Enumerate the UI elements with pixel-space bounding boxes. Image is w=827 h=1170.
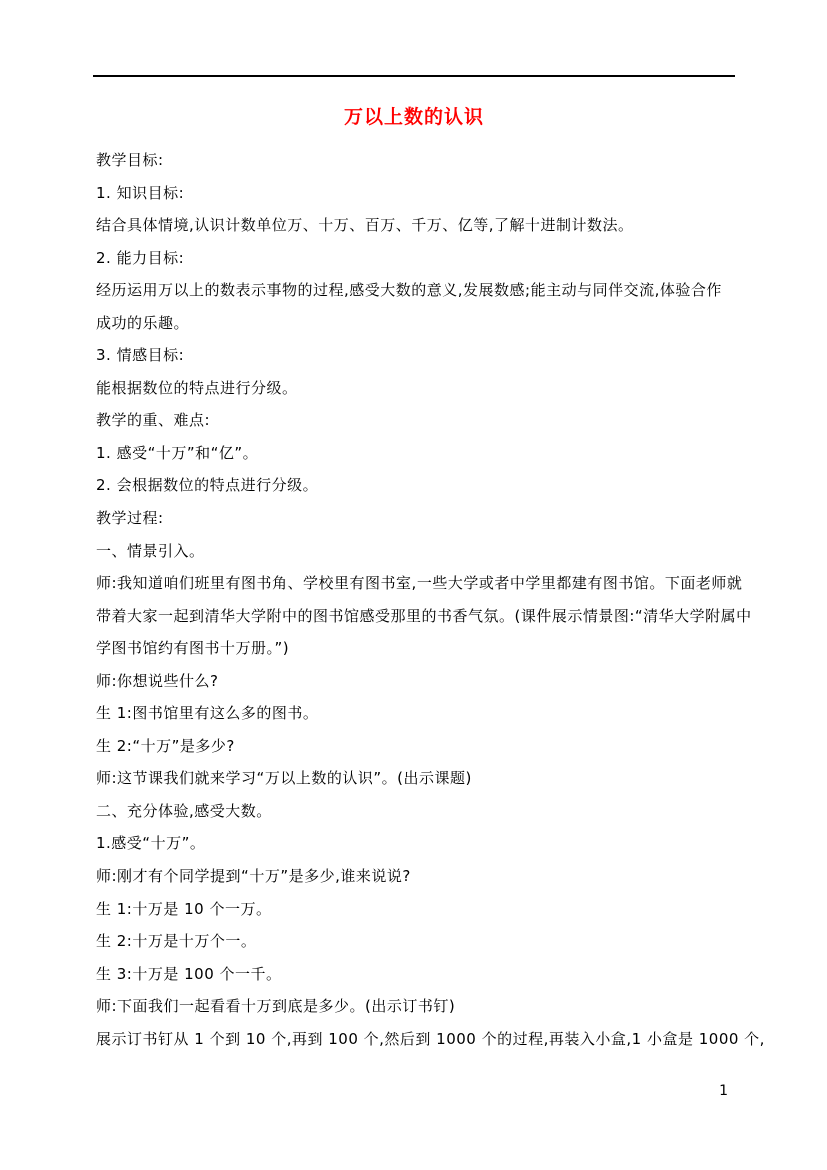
text-line: 1.感受“十万”。: [96, 834, 206, 853]
document-body: [96, 144, 765, 1055]
text-line: 生 3:十万是 100 个一千。: [96, 964, 282, 983]
text-line: 师:这节课我们就来学习“万以上数的认识”。(出示课题): [96, 769, 472, 788]
text-line: 带着大家一起到清华大学附中的图书馆感受那里的书香气氛。(课件展示情景图:“清华大学附属中: [96, 606, 752, 625]
text-line: 1. 知识目标:: [96, 183, 185, 202]
text-line: 师:刚才有个同学提到“十万”是多少,谁来说说?: [96, 867, 411, 886]
text-line: 经历运用万以上的数表示事物的过程,感受大数的意义,发展数感;能主动与同伴交流,体验合作: [96, 281, 722, 300]
page-number: 1: [719, 1083, 728, 1099]
text-line: 2. 会根据数位的特点进行分级。: [96, 476, 319, 495]
text-line: 生 2:十万是十万个一。: [96, 932, 257, 951]
text-line: 师:我知道咱们班里有图书角、学校里有图书室,一些大学或者中学里都建有图书馆。下面老师就: [96, 574, 743, 593]
text-line: 1. 感受“十万”和“亿”。: [96, 443, 259, 462]
text-line: 教学过程:: [96, 509, 164, 528]
text-line: 学图书馆约有图书十万册。”): [96, 639, 290, 658]
text-line: 教学的重、难点:: [96, 411, 211, 430]
text-line: 生 1:十万是 10 个一万。: [96, 899, 272, 918]
text-line: 生 2:“十万”是多少?: [96, 736, 235, 755]
header-divider: [93, 75, 735, 77]
text-line: 师:下面我们一起看看十万到底是多少。(出示订书钉): [96, 997, 456, 1016]
text-line: 结合具体情境,认识计数单位万、十万、百万、千万、亿等,了解十进制计数法。: [96, 216, 634, 235]
text-line: 生 1:图书馆里有这么多的图书。: [96, 704, 319, 723]
text-line: 一、情景引入。: [96, 541, 205, 560]
text-line: 师:你想说些什么?: [96, 671, 219, 690]
document-title: 万以上数的认识: [343, 106, 484, 128]
text-line: 能根据数位的特点进行分级。: [96, 378, 298, 397]
text-line: 展示订书钉从 1 个到 10 个,再到 100 个,然后到 1000 个的过程,再装入小盒,1 小盒是 1000 个,: [96, 1029, 765, 1048]
text-line: 2. 能力目标:: [96, 248, 185, 267]
text-line: 二、充分体验,感受大数。: [96, 801, 272, 820]
text-line: 教学目标:: [96, 151, 164, 169]
text-line: 3. 情感目标:: [96, 346, 185, 365]
text-line: 成功的乐趣。: [96, 313, 190, 332]
